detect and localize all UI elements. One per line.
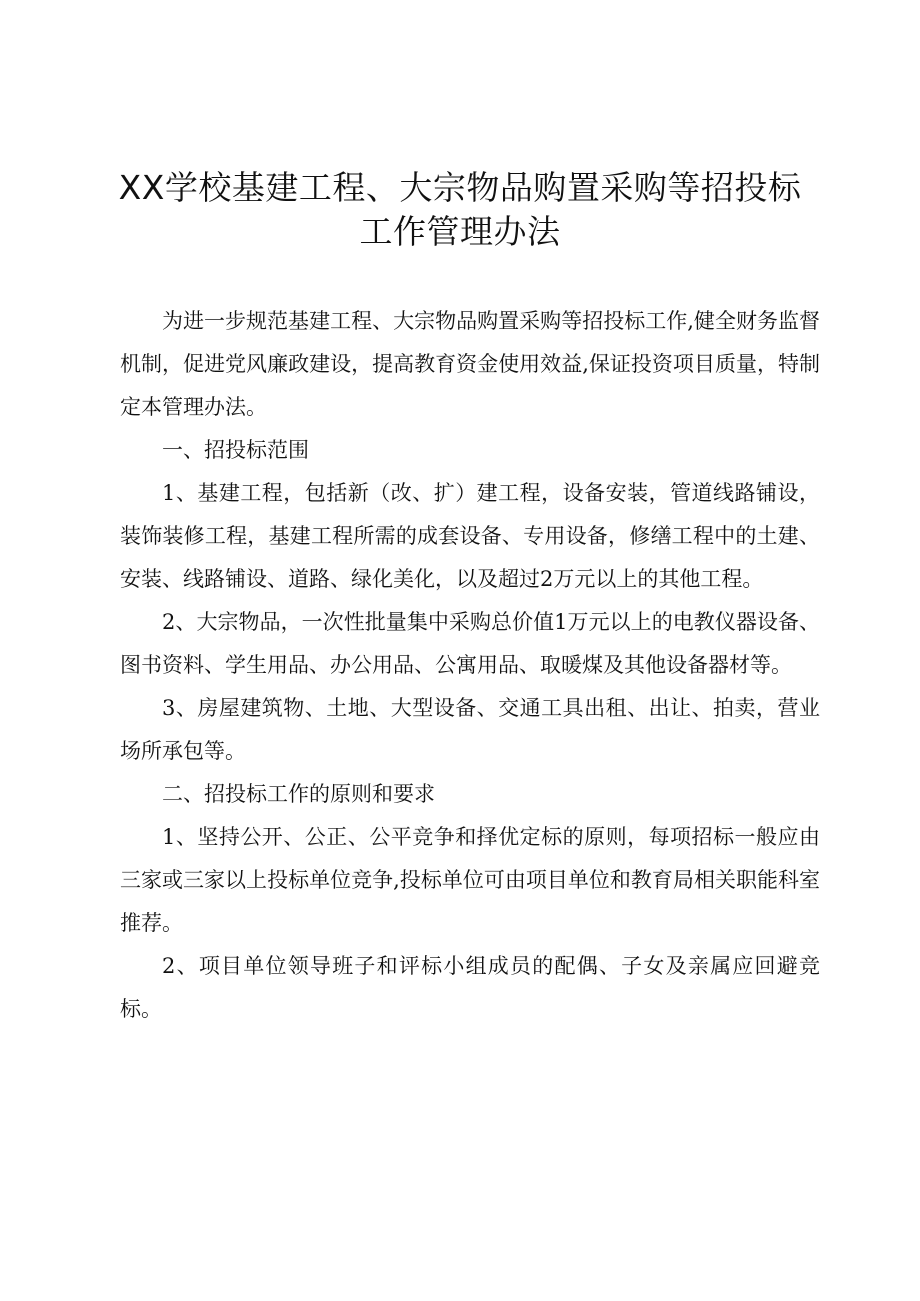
document-title-line-1: XX学校基建工程、大宗物品购置采购等招投标 [118,168,802,207]
scope-item-2-paragraph: 2、大宗物品，一次性批量集中采购总价值1万元以上的电教仪器设备、图书资料、学生用品、办公用品、公寓用品、取暖煤及其他设备器材等。 [120,610,820,677]
section-heading-scope: 一、招投标范围 [162,438,309,462]
section-heading-principles: 二、招投标工作的原则和要求 [162,782,435,806]
document-title-line-2: 工作管理办法 [359,212,561,251]
principle-item-1-paragraph: 1、坚持公开、公正、公平竞争和择优定标的原则，每项招标一般应由三家或三家以上投标单位竞争,投标单位可由项目单位和教育局相关职能科室推荐。 [120,825,820,935]
intro-paragraph: 为进一步规范基建工程、大宗物品购置采购等招投标工作,健全财务监督机制，促进党风廉政建设，提高教育资金使用效益,保证投资项目质量，特制定本管理办法。 [120,309,820,419]
principle-item-2-paragraph: 2、项目单位领导班子和评标小组成员的配偶、子女及亲属应回避竞标。 [120,954,820,1021]
scope-item-3-paragraph: 3、房屋建筑物、土地、大型设备、交通工具出租、出让、拍卖，营业场所承包等。 [120,696,820,763]
document-body [120,300,820,1031]
scope-item-1-paragraph: 1、基建工程，包括新（改、扩）建工程，设备安装，管道线路铺设，装饰装修工程，基建工程所需的成套设备、专用设备，修缮工程中的土建、安装、线路铺设、道路、绿化美化，以及超过2万元以上的其他工程。 [120,481,820,591]
